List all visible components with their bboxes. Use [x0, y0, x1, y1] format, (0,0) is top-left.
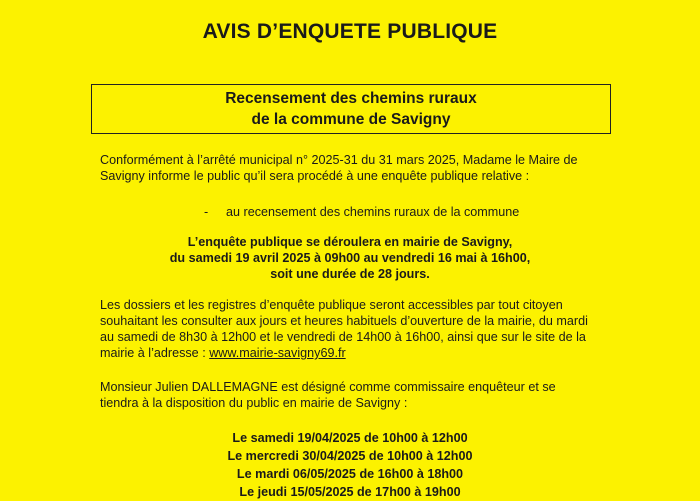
commissaire-line-2: tiendra à la disposition du public en mairie de Savigny :: [100, 396, 408, 410]
permanence-date-2: Le mercredi 30/04/2025 de 10h00 à 12h00: [227, 449, 473, 463]
schedule-block: [0, 234, 700, 282]
schedule-line-2: du samedi 19 avril 2025 à 09h00 au vendredi 16 mai à 16h00,: [169, 251, 531, 265]
subject-line-1: Recensement des chemins ruraux: [225, 90, 477, 107]
dossiers-line-4-prefix: mairie à l’adresse :: [100, 346, 210, 360]
bullet-item: [204, 204, 519, 220]
intro-line-2: Savigny informe le public qu’il sera procédé à une enquête publique relative :: [100, 169, 530, 183]
subject-box: [91, 84, 611, 134]
subject-line-2: de la commune de Savigny: [251, 111, 451, 128]
bullet-dash: -: [204, 205, 209, 219]
commissaire-line-1: Monsieur Julien DALLEMAGNE est désigné comme commissaire enquêteur et se: [100, 380, 556, 394]
notice-title: AVIS D’ENQUETE PUBLIQUE: [202, 20, 498, 43]
dossiers-line-4: [100, 345, 636, 361]
bullet-text: au recensement des chemins ruraux de la commune: [226, 205, 520, 219]
schedule-line-1: L’enquête publique se déroulera en mairie de Savigny,: [187, 235, 513, 249]
dossiers-line-2: souhaitant les consulter aux jours et heures habituels d’ouverture de la mairie, du mardi: [100, 314, 588, 328]
commissaire-paragraph: [100, 379, 636, 411]
dossiers-line-1: Les dossiers et les registres d’enquête publique seront accessibles par tout citoyen: [100, 298, 563, 312]
permanences-list: [0, 429, 700, 501]
permanence-date-4: Le jeudi 15/05/2025 de 17h00 à 19h00: [239, 485, 461, 499]
schedule-line-3: soit une durée de 28 jours.: [270, 267, 430, 281]
intro-paragraph: [100, 152, 636, 184]
dossiers-paragraph: [100, 297, 636, 361]
dossiers-line-3: au samedi de 8h30 à 12h00 et le vendredi de 14h00 à 16h00, ainsi que sur le site de la: [100, 330, 586, 344]
permanence-date-1: Le samedi 19/04/2025 de 10h00 à 12h00: [232, 431, 468, 445]
website-link[interactable]: www.mairie-savigny69.fr: [209, 346, 346, 360]
permanence-date-3: Le mardi 06/05/2025 de 16h00 à 18h00: [236, 467, 464, 481]
intro-line-1: Conformément à l’arrêté municipal n° 2025-31 du 31 mars 2025, Madame le Maire de: [100, 153, 578, 167]
